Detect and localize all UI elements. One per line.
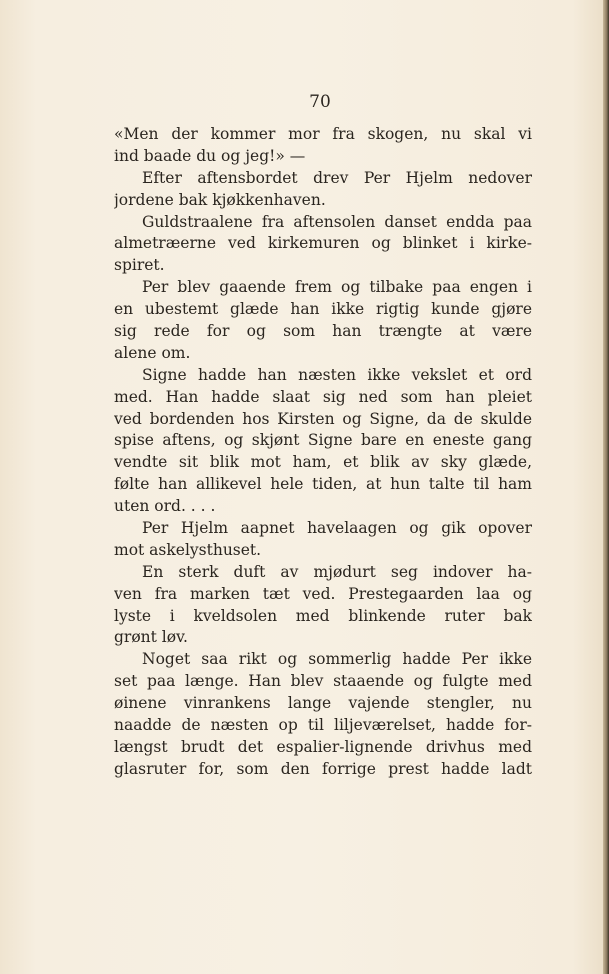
- text-line: glasruter for, som den forrige prest hadde ladt: [114, 759, 532, 778]
- text-line: øinene vinrankens lange vajende stengler, nu: [114, 694, 532, 713]
- text-line: ved bordenden hos Kirsten og Signe, da de skulde: [114, 409, 532, 428]
- text-line: Per Hjelm aapnet havelaagen og gik opover: [142, 519, 532, 538]
- text-line: spise aftens, og skjønt Signe bare en eneste gang: [114, 431, 532, 450]
- text-line: naadde de næsten op til liljeværelset, hadde for-: [114, 716, 532, 735]
- text-line: spiret.: [114, 256, 165, 275]
- text-line: længst brudt det espalier-lignende drivhus med: [114, 737, 532, 756]
- text-line: alene om.: [114, 343, 191, 362]
- text-line: uten ord. . . .: [114, 497, 216, 516]
- text-line: Per blev gaaende frem og tilbake paa engen i: [142, 278, 532, 297]
- text-line: en ubestemt glæde han ikke rigtig kunde gjøre: [114, 300, 532, 319]
- text-line: med. Han hadde slaat sig ned som han pleiet: [114, 387, 532, 406]
- body-text: [114, 124, 532, 781]
- text-line: Signe hadde han næsten ikke vekslet et ord: [142, 365, 532, 384]
- text-line: Efter aftensbordet drev Per Hjelm nedover: [142, 168, 532, 187]
- text-line: En sterk duft av mjødurt seg indover ha-: [142, 562, 532, 581]
- text-line: ind baade du og jeg!» —: [114, 146, 306, 165]
- text-line: lyste i kveldsolen med blinkende ruter bak: [114, 606, 532, 625]
- text-line: grønt løv.: [114, 628, 188, 647]
- page-number: 70: [309, 92, 331, 112]
- text-line: følte han allikevel hele tiden, at hun talte til ham: [114, 475, 532, 494]
- text-line: mot askelysthuset.: [114, 540, 262, 559]
- text-line: vendte sit blik mot ham, et blik av sky glæde,: [114, 453, 532, 472]
- text-line: sig rede for og som han trængte at være: [114, 322, 532, 341]
- text-line: Noget saa rikt og sommerlig hadde Per ikke: [142, 650, 532, 669]
- text-line: Guldstraalene fra aftensolen danset endda paa: [142, 212, 532, 231]
- page-edge-shadow: [603, 0, 609, 974]
- text-line: set paa længe. Han blev staaende og fulgte med: [114, 672, 532, 691]
- text-line: «Men der kommer mor fra skogen, nu skal vi: [114, 125, 532, 143]
- text-line: jordene bak kjøkkenhaven.: [114, 190, 326, 209]
- text-line: almetræerne ved kirkemuren og blinket i kirke-: [114, 234, 532, 253]
- text-line: ven fra marken tæt ved. Prestegaarden laa og: [114, 584, 532, 603]
